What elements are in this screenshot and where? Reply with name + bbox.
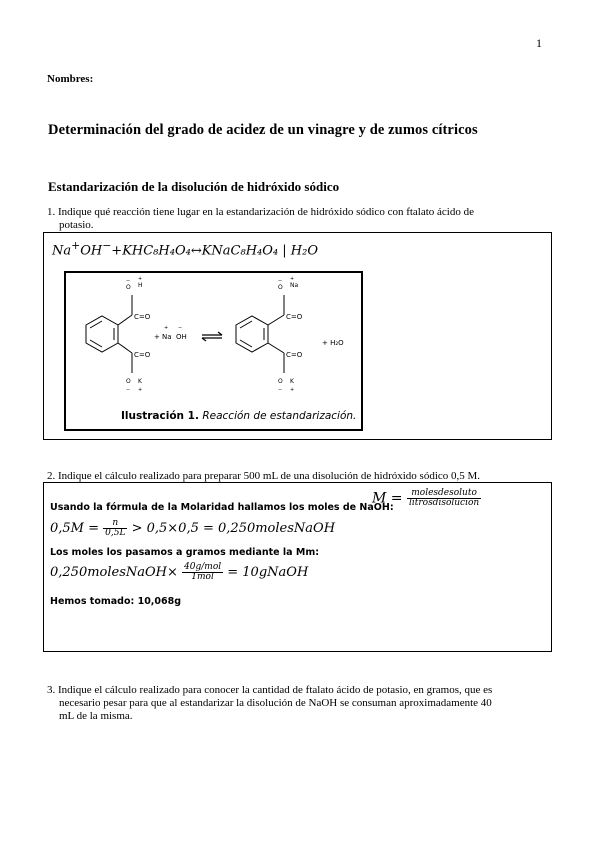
figure-caption [121,410,356,422]
question-2-line-1: 2. Indique el cálculo realizado para preparar 500 mL de una disolución de hidróxido sódico 0,5 M. [47,470,481,482]
reaction-equation [52,239,318,258]
answer-2-intro: Usando la fórmula de la Molaridad hallamos los moles de NaOH: [50,502,394,513]
equation-oh-charge: − [102,239,112,252]
right-top-na: Na [290,282,299,289]
left-bottom-o: O [126,378,131,385]
naoh-oh-minus: − [178,325,183,331]
equation-rest: +KHC₈H₄O₄↔KNaC₈H₄O₄ | H₂O [111,243,318,259]
calc-1-result: > 0,5×0,5 = 0,250molesNaOH [131,521,336,536]
molarity-lhs: M = [372,490,403,507]
calc-2-result: = 10gNaOH [227,565,309,580]
naoh-na-plus: + [164,325,169,331]
equation-na: Na [52,243,72,259]
section-heading: Estandarización de la disolución de hidróxido sódico [48,179,340,194]
answer-2-conversion-text: Los moles los pasamos a gramos mediante la Mm: [50,547,320,558]
right-top-co: C=O [286,313,303,321]
right-top-o: O [278,284,283,291]
moles-calculation [50,519,335,538]
question-1 [47,206,547,232]
right-bottom-o: O [278,378,283,385]
ring-left-sub-bottom [118,343,132,353]
ring-right-sub-top [268,315,284,325]
right-bottom-minus: − [278,387,283,393]
left-top-co: C=O [134,313,151,321]
reaction-figure [64,271,363,431]
page-number: 1 [536,36,542,50]
figure-caption-text: Reacción de estandarización. [202,410,357,422]
calc-1-denominator: 0,5L [105,528,126,538]
right-bottom-plus: + [290,387,295,393]
ring-right-sub-bottom [268,343,284,353]
molarity-formula [372,489,481,508]
left-bottom-k: K [138,378,142,385]
left-top-h: H [138,282,143,289]
water-product: + H₂O [322,339,344,347]
answer-box-1[interactable] [43,232,552,440]
question-1-line-1: 1. Indique qué reacción tiene lugar en la estandarización de hidróxido sódico con ftalato ácido de [47,206,474,218]
left-top-o: O [126,284,131,291]
question-3-line-3: mL de la misma. [59,710,133,722]
calc-1-numerator: n [103,519,127,529]
calc-2-fraction [182,563,223,582]
reaction-diagram [66,273,361,401]
calc-1-lhs: 0,5M = [50,521,100,536]
ring-left-sub-top [118,315,132,325]
left-top-minus: − [126,278,131,284]
molarity-denominator: litrosdisolucion [408,498,480,508]
names-label: Nombres: [47,73,94,85]
benzene-ring-left [86,295,132,373]
question-1-line-2: potasio. [59,219,94,231]
question-3-line-1: 3. Indique el cálculo realizado para conocer la cantidad de ftalato ácido de potasio, en gramos, que es [47,684,493,696]
question-3 [47,684,552,723]
equation-oh: OH [80,243,103,259]
equilibrium-arrow [202,332,222,341]
molarity-numerator: molesdesoluto [407,489,481,499]
grams-calculation [50,563,308,582]
naoh-plus: + [154,333,160,341]
equation-na-charge: + [71,239,81,252]
left-bottom-co: C=O [134,351,151,359]
answer-2-taken: Hemos tomado: 10,068g [50,596,182,607]
calc-1-fraction [103,519,127,538]
answer-box-2[interactable] [43,482,552,652]
molarity-fraction [407,489,481,508]
right-top-minus: − [278,278,283,284]
naoh-oh: OH [176,333,187,341]
right-bottom-co: C=O [286,351,303,359]
left-top-plus: + [138,276,143,282]
calc-2-denominator: 1mol [191,572,214,582]
left-bottom-minus: − [126,387,131,393]
document-title: Determinación del grado de acidez de un vinagre y de zumos cítricos [48,122,478,138]
calc-2-numerator: 40g/mol [184,562,222,572]
question-3-line-2: necesario pesar para que al estandarizar la disolución de NaOH se consuman aproximadamente 40 [59,697,492,709]
naoh-na: Na [162,333,172,341]
right-bottom-k: K [290,378,294,385]
calc-2-lhs: 0,250molesNaOH× [50,565,178,580]
right-top-plus: + [290,276,295,282]
figure-caption-label: Ilustración 1. [121,410,199,422]
left-bottom-plus: + [138,387,143,393]
benzene-ring-right [236,295,284,373]
